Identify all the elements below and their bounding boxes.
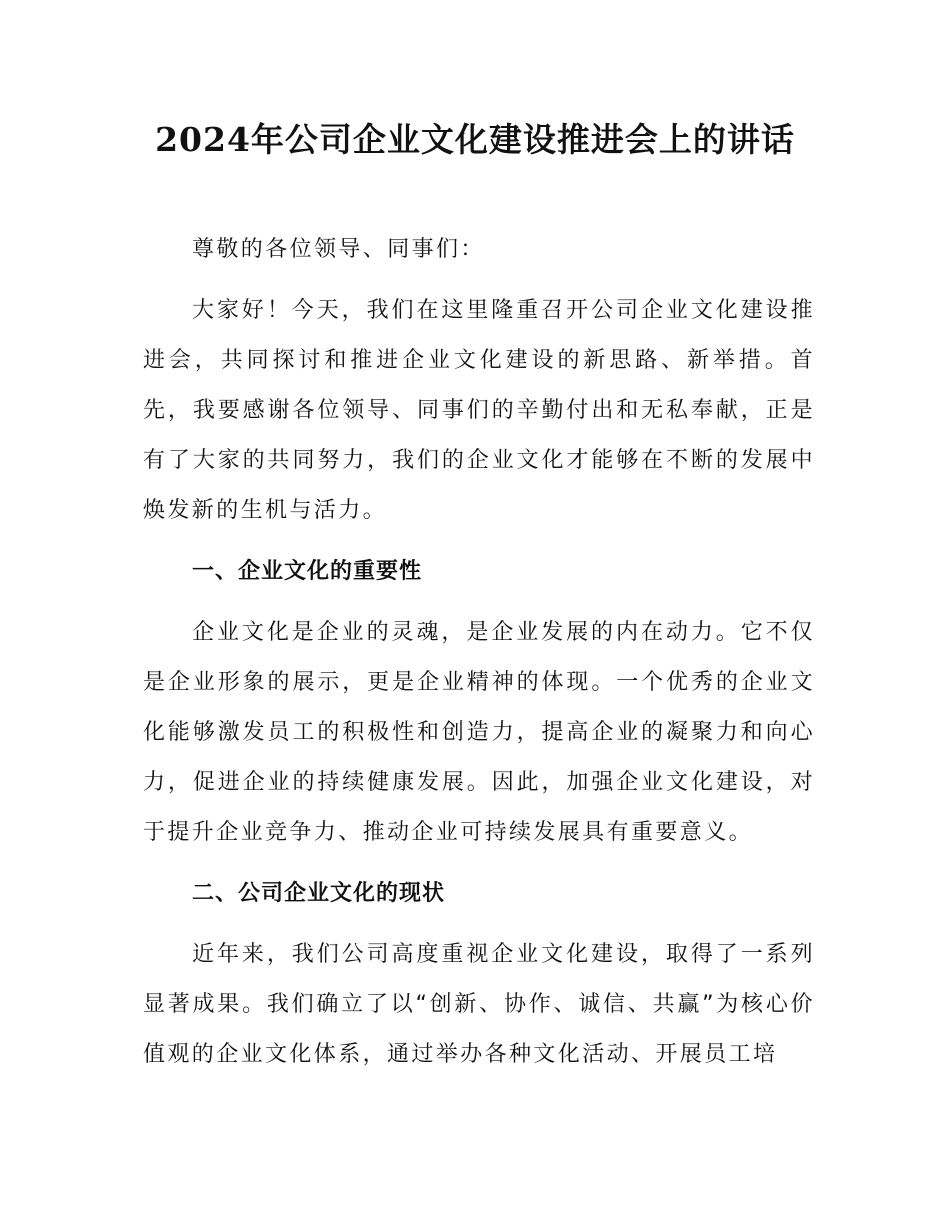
- section-heading-importance: 一、企业文化的重要性: [192, 559, 423, 584]
- salutation: 尊敬的各位领导、同事们：: [192, 237, 485, 262]
- document-body: [143, 225, 815, 1091]
- section-paragraph-importance: 企业文化是企业的灵魂，是企业发展的内在动力。它不仅是企业形象的展示，更是企业精神的体现。一个优秀的企业文化能够激发员工的积极性和创造力，提高企业的凝聚力和向心力，促进企业的持续健康发展。因此，加强企业文化建设，对于提升企业竞争力、推动企业可持续发展具有重要意义。: [143, 620, 815, 845]
- section-paragraph-status: 近年来，我们公司高度重视企业文化建设，取得了一系列显著成果。我们确立了以“创新、协作、诚信、共赢”为核心价值观的企业文化体系，通过举办各种文化活动、开展员工培: [143, 942, 815, 1067]
- section-heading-status: 二、公司企业文化的现状: [192, 881, 446, 906]
- opening-paragraph: 大家好！今天，我们在这里隆重召开公司企业文化建设推进会，共同探讨和推进企业文化建设的新思路、新举措。首先，我要感谢各位领导、同事们的辛勤付出和无私奉献，正是有了大家的共同努力，我们的企业文化才能够在不断的发展中焕发新的生机与活力。: [143, 298, 815, 523]
- document-title: 2024年公司企业文化建设推进会上的讲话: [155, 120, 795, 159]
